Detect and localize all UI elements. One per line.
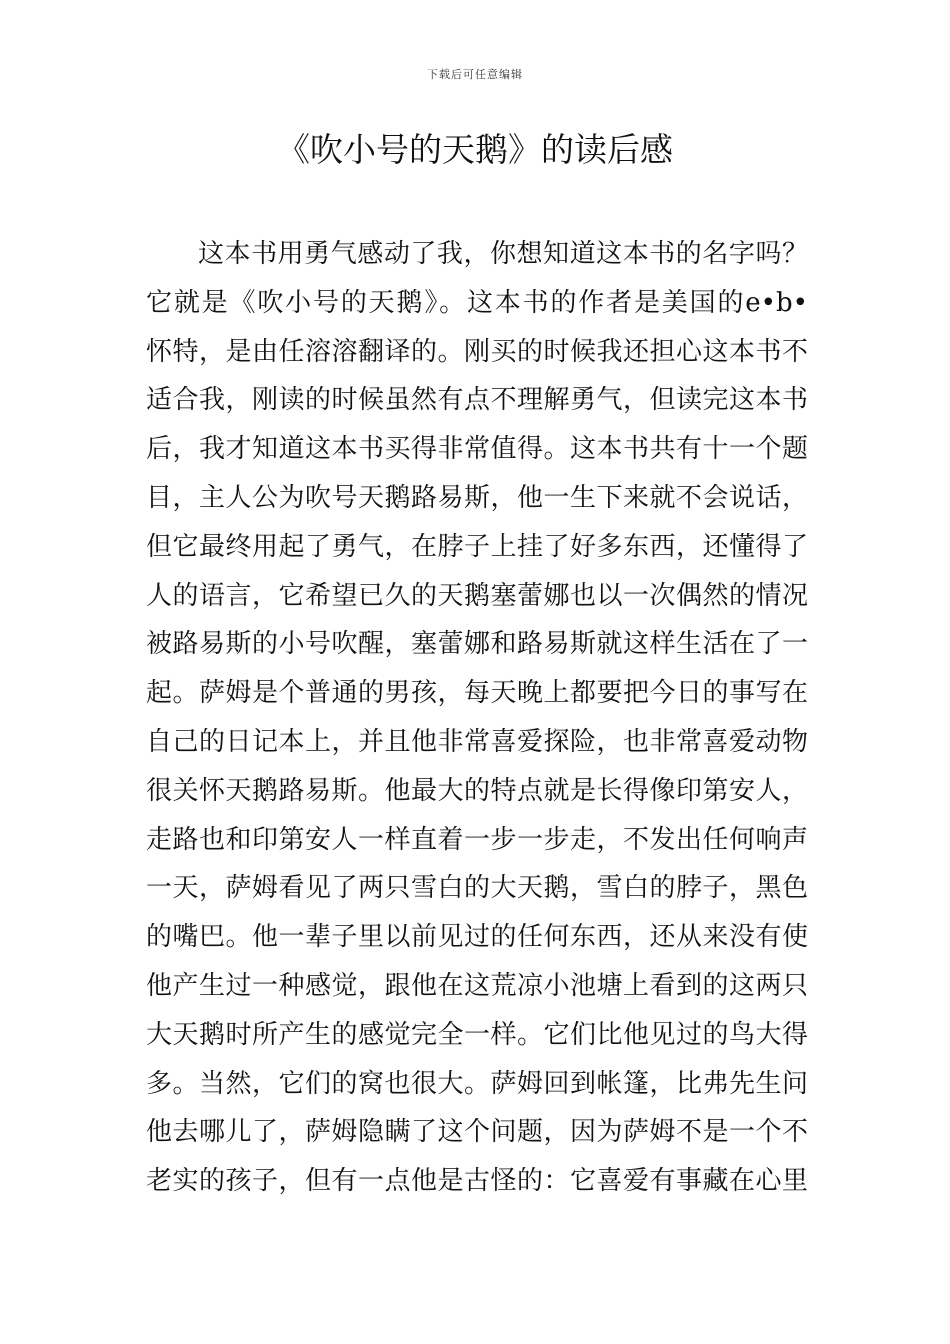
- document-title: 《吹小号的天鹅》的读后感: [277, 130, 673, 169]
- text-line: 多。当然，它们的窝也很大。萨姆回到帐篷，比弗先生问: [146, 1068, 808, 1099]
- text-line: 但它最终用起了勇气，在脖子上挂了好多东西，还懂得了: [146, 531, 808, 562]
- text-line: 适合我，刚读的时候虽然有点不理解勇气，但读完这本书: [146, 385, 808, 416]
- text-line: 起。萨姆是个普通的男孩，每天晚上都要把今日的事写在: [146, 678, 808, 709]
- text-line: 他去哪儿了，萨姆隐瞒了这个问题，因为萨姆不是一个不: [146, 1117, 808, 1148]
- text-line: 的嘴巴。他一辈子里以前见过的任何东西，还从来没有使: [146, 922, 808, 953]
- text-line: 它就是《吹小号的天鹅》。这本书的作者是美国的e•b•: [146, 287, 808, 318]
- text-line: 走路也和印第安人一样直着一步一步走，不发出任何响声: [146, 824, 808, 855]
- text-line: 后，我才知道这本书买得非常值得。这本书共有十一个题: [146, 434, 808, 465]
- text-line: 怀特，是由任溶溶翻译的。刚买的时候我还担心这本书不: [146, 336, 808, 367]
- text-line: 很关怀天鹅路易斯。他最大的特点就是长得像印第安人，: [146, 775, 808, 806]
- header-note: 下载后可任意编辑: [427, 68, 523, 81]
- text-line: 目，主人公为吹号天鹅路易斯，他一生下来就不会说话，: [146, 482, 808, 513]
- text-line: 自己的日记本上，并且他非常喜爱探险，也非常喜爱动物: [146, 726, 808, 757]
- text-line: 一天，萨姆看见了两只雪白的大天鹅，雪白的脖子，黑色: [146, 873, 808, 904]
- text-line: 被路易斯的小号吹醒，塞蕾娜和路易斯就这样生活在了一: [146, 629, 808, 660]
- text-line: 他产生过一种感觉，跟他在这荒凉小池塘上看到的这两只: [146, 970, 808, 1001]
- text-line: 这本书用勇气感动了我，你想知道这本书的名字吗？: [198, 239, 808, 269]
- body-text: [146, 230, 808, 1206]
- text-line: 大天鹅时所产生的感觉完全一样。它们比他见过的鸟大得: [146, 1019, 808, 1050]
- text-line: 人的语言，它希望已久的天鹅塞蕾娜也以一次偶然的情况: [146, 580, 808, 611]
- text-line: 老实的孩子，但有一点他是古怪的：它喜爱有事藏在心里: [146, 1166, 808, 1197]
